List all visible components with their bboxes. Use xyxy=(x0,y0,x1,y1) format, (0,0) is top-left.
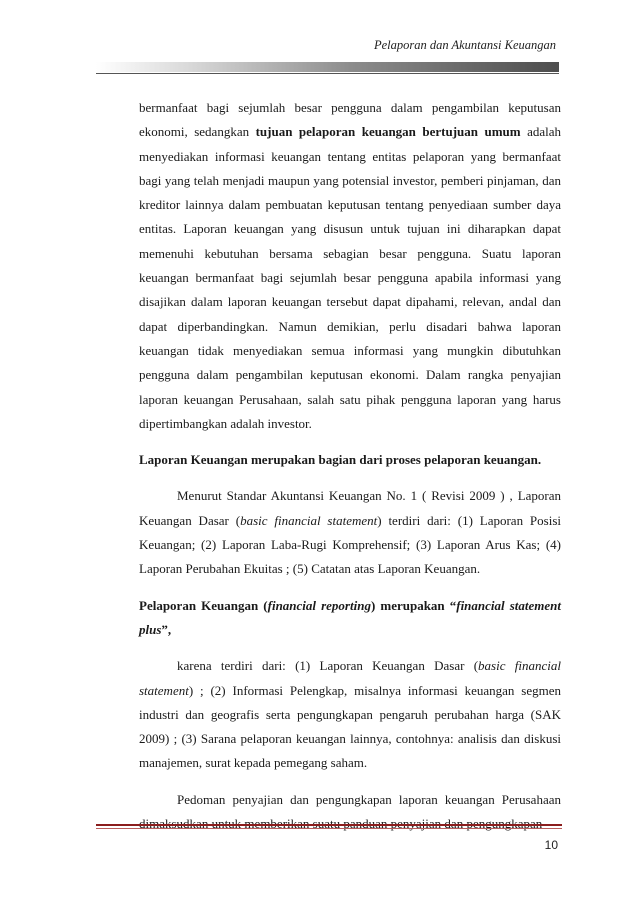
paragraph-3-italic-term: basic financial statement xyxy=(139,658,561,698)
paragraph-3-text-a: karena terdiri dari: (1) Laporan Keuangan Dasar ( xyxy=(177,658,479,674)
footer-rule-thin xyxy=(96,828,562,829)
running-header-title: Pelaporan dan Akuntansi Keuangan xyxy=(373,38,556,52)
heading-2-text-c: ”, xyxy=(161,621,172,637)
paragraph-2 xyxy=(139,484,561,581)
paragraph-2-text-b: ) terdiri dari: (1) Laporan Posisi Keuangan; (2) Laporan Laba-Rugi Komprehensif; (3) Laporan Arus Kas; (4) Laporan Perubahan Ekuitas ; (5) Catatan atas Laporan Keuangan. xyxy=(139,512,562,577)
paragraph-3-text-b: ) ; (2) Informasi Pelengkap, misalnya informasi keuangan segmen industri dan geografis serta pengungkapan pengaruh perubahan harga (SAK 2009) ; (3) Sarana pelaporan keuangan lainnya, contohnya: analisis dan diskusi manajemen, surat kepada pemegang saham. xyxy=(139,682,561,771)
heading-2-italic-b: financial statement plus xyxy=(139,597,561,637)
heading-1 xyxy=(139,448,561,472)
paragraph-2-text-a: Menurut Standar Akuntansi Keuangan No. 1 ( Revisi 2009 ) , Laporan Keuangan Dasar ( xyxy=(139,488,561,528)
paragraph-1 xyxy=(139,96,561,436)
page-body xyxy=(139,96,561,836)
heading-1-text: Laporan Keuangan merupakan bagian dari proses pelaporan keuangan. xyxy=(139,452,542,468)
paragraph-1-bold-phrase: tujuan pelaporan keuangan bertujuan umum xyxy=(255,124,521,140)
page-number: 10 xyxy=(544,838,558,852)
header-rule xyxy=(96,73,559,74)
paragraph-2-italic-term: basic financial statement xyxy=(240,512,378,528)
paragraph-1-text-b: adalah menyediakan informasi keuangan tentang entitas pelaporan yang bermanfaat bagi yang telah menjadi maupun yang potensial investor, pemberi pinjaman, dan kreditor lainnya dalam pembuatan keputusan tentang penyediaan sumber daya entitas. Laporan keuangan yang disusun untuk tujuan ini diharapkan dapat memenuhi kebutuhan bersama sebagian besar pengguna. Suatu laporan keuangan bermanfaat bagi sejumlah besar pengguna apabila informasi yang disajikan dalam laporan keuangan tersebut dapat dipahami, relevan, andal dan dapat diperbandingkan. Namun demikian, perlu disadari bahwa laporan keuangan tidak menyediakan semua informasi yang mungkin dibutuhkan pengguna dalam pengambilan keputusan ekonomi. Dalam rangka penyajian laporan keuangan Perusahaan, salah satu pihak pengguna laporan yang harus dipertimbangkan adalah investor. xyxy=(139,124,562,431)
paragraph-4: Pedoman penyajian dan pengungkapan laporan keuangan Perusahaan xyxy=(177,791,561,807)
paragraph-3 xyxy=(139,654,561,775)
heading-2-text-b: ) merupakan “ xyxy=(370,597,457,613)
footer-rule-thick xyxy=(96,824,562,826)
heading-2 xyxy=(139,594,561,643)
paragraph-1-text-a: bermanfaat bagi sejumlah besar pengguna dalam pengambilan keputusan ekonomi, sedangkan xyxy=(139,100,561,140)
heading-2-italic-a: financial reporting xyxy=(267,597,371,613)
heading-2-text-a: Pelaporan Keuangan ( xyxy=(139,597,268,613)
header-gradient-bar xyxy=(96,62,559,72)
